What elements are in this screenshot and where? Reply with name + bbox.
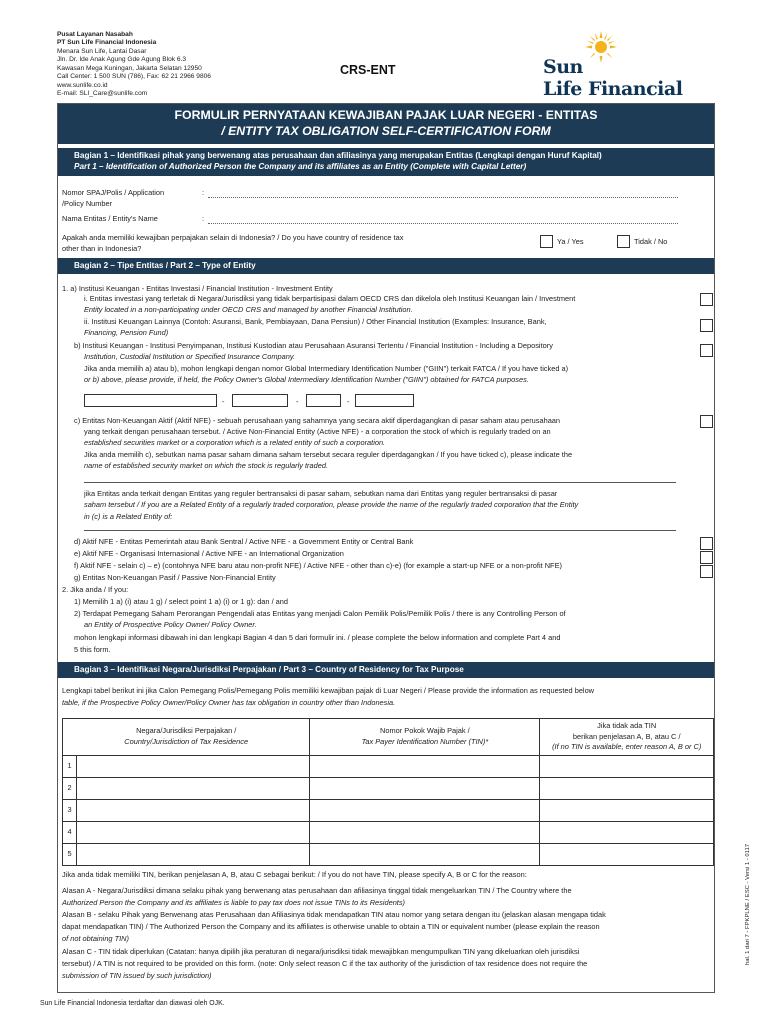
reason-c: Alasan C - TIN tidak diperlukan (Catatan: hanya dipilih jika peraturan di negara/jurisdiksi tidak mewajibkan mengumpulkan TIN yang dikeluarkan oleh jurisdiksi: [62, 947, 580, 956]
address-line: Jln. Dr. Ide Anak Agung Gde Agung Blok 6.3: [57, 56, 187, 64]
reason-cell[interactable]: [540, 800, 714, 822]
related-entity-text: saham tersebut / If you are a Related Entity of a regularly traded corporation, please provide the name of the regularly traded corporation that the Entity: [84, 500, 579, 509]
question-2-instruction: 5 this form.: [74, 645, 111, 654]
col-tin-en: Tax Payer Identification Number (TIN)*: [361, 737, 489, 746]
sun-life-logo: [540, 30, 715, 102]
page-version-note: hal. 1 dari 7 - FPKPLNE / ESC - Versi 1 - 0117: [745, 843, 751, 965]
option-1a-i-checkbox[interactable]: [700, 293, 713, 306]
question-2-item1: 1) Memilih 1 a) (i) atau 1 g) / select point 1 a) (i) or 1 g): dan / and: [74, 597, 289, 606]
option-1f: f) Aktif NFE - selain c) – e) (contohnya NFE baru atau non-profit NFE) / Active NFE - other than c)-e) (for example a start-up NFE or a non-profit NFE): [74, 561, 562, 570]
form-title-en: / ENTITY TAX OBLIGATION SELF-CERTIFICATION FORM: [221, 123, 551, 138]
colon: :: [202, 214, 205, 223]
option-1e: e) Aktif NFE - Organisasi Internasional / Active NFE - an International Organization: [74, 549, 344, 558]
address-line: Kawasan Mega Kuningan, Jakarta Selatan 12950: [57, 64, 202, 72]
policy-number-label-1: Nomor SPAJ/Polis / Application: [62, 188, 165, 197]
residence-question: [62, 233, 403, 254]
address-line: Menara Sun Life, Lantai Dasar: [57, 47, 147, 55]
no-label: Tidak / No: [634, 237, 668, 246]
no-tin-note: Jika anda tidak memiliki TIN, berikan penjelasan A, B, atau C sebagai berikut: / If you do not have TIN, please specify A, B or C for the reason:: [62, 870, 527, 879]
reason-cell[interactable]: [540, 822, 714, 844]
col-tin-id: Nomor Pokok Wajib Pajak /: [380, 726, 470, 736]
row-number: 3: [63, 800, 77, 822]
tin-cell[interactable]: [310, 822, 540, 844]
sun-icon: [584, 30, 618, 64]
policy-number-label-2: /Policy Number: [62, 198, 113, 208]
row-number: 5: [63, 844, 77, 866]
call-center: Call Center: 1 500 SUN (786), Fax: 62 21 2966 9806: [57, 73, 211, 81]
footer-text: Sun Life Financial Indonesia terdaftar dan diawasi oleh OJK.: [40, 1000, 225, 1007]
colon: :: [202, 188, 205, 197]
option-1a-i-en: Entity located in a non-participating under OECD CRS and managed by another Financial Institution.: [84, 305, 413, 314]
col-country: [63, 719, 310, 756]
part3-intro-en: table, if the Prospective Policy Owner/Policy Owner has tax obligation in country other than Indonesia.: [62, 698, 396, 707]
option-1f-checkbox[interactable]: [700, 565, 713, 578]
tin-cell[interactable]: [310, 844, 540, 866]
col-reason-3: (If no TIN is available, enter reason A, B or C): [552, 742, 702, 752]
option-1b: b) Institusi Keuangan - Institusi Penyimpanan, Institusi Kustodian atau Perusahaan Asuransi Tertentu / Financial Institution - Including a Depository: [74, 341, 553, 350]
yes-label: Ya / Yes: [557, 237, 584, 246]
reason-cell[interactable]: [540, 756, 714, 778]
policy-number-label: [62, 188, 164, 209]
part1-header-id: Bagian 1 – Identifikasi pihak yang berwenang atas perusahaan dan afiliasinya yang merupakan Entitas (Lengkapi dengan Huruf Kapital): [74, 151, 602, 160]
service-center-label: Pusat Layanan Nasabah: [57, 31, 133, 38]
reason-cell[interactable]: [540, 844, 714, 866]
giin-box-4[interactable]: [355, 394, 414, 407]
col-reason: [540, 719, 714, 756]
part2-header: Bagian 2 – Tipe Entitas / Part 2 – Type of Entity: [58, 258, 714, 274]
giin-instruction: Jika anda memilih a) atau b), mohon lengkapi dengan nomor Global Intermediary Identification Number ("GIIN") terkait FATCA / If you have ticked a): [84, 364, 569, 373]
table-header-row: [63, 719, 714, 756]
no-checkbox[interactable]: [617, 235, 630, 248]
country-cell[interactable]: [77, 778, 310, 800]
country-cell[interactable]: [77, 822, 310, 844]
giin-box-1[interactable]: [84, 394, 217, 407]
option-1a-ii: ii. Institusi Keuangan Lainnya (Contoh: Asuransi, Bank, Pembiayaan, Dana Pensiun) / Other Financial Institution (Examples: Insurance, Bank,: [84, 317, 547, 326]
question-2-instruction: mohon lengkapi informasi dibawah ini dan lengkapi Bagian 4 dan 5 dari formulir ini. / please complete the below information and complete Part 4 and: [74, 633, 561, 642]
option-1d-checkbox[interactable]: [700, 537, 713, 550]
giin-dash: -: [347, 397, 350, 406]
related-entity-field[interactable]: [84, 530, 676, 531]
entity-name-label: Nama Entitas / Entity's Name: [62, 214, 158, 223]
option-1e-checkbox[interactable]: [700, 551, 713, 564]
option-1c: c) Entitas Non-Keuangan Aktif (Aktif NFE) - sebuah perusahaan yang sahamnya yang secara aktif diperdagangkan di pasar saham atau perusahaan: [74, 416, 561, 425]
reason-c-en: tersebut) / A TIN is not required to be provided on this form. (note: Only select reason C if the tax authority of the jurisdiction of tax residence does not require the: [62, 959, 588, 968]
part1-header-en: Part 1 – Identification of Authorized Person the Company and its affiliates as an Entity (Complete with Capital Letter): [74, 162, 527, 172]
stock-market-field[interactable]: [84, 482, 676, 483]
table-row: [63, 756, 714, 778]
option-1d: d) Aktif NFE - Entitas Pemerintah atau Bank Sentral / Active NFE - a Government Entity or Central Bank: [74, 537, 414, 546]
col-reason-2: berikan penjelasan A, B, atau C /: [572, 731, 681, 741]
row-number: 1: [63, 756, 77, 778]
giin-dash: -: [296, 397, 299, 406]
form-title-id: FORMULIR PERNYATAAN KEWAJIBAN PAJAK LUAR NEGERI - ENTITAS: [174, 108, 598, 122]
option-1c-line: Jika anda memilih c), sebutkan nama pasar saham dimana saham tersebut secara reguler diperdagangkan / If you have ticked c), please indicate the: [84, 450, 573, 459]
giin-instruction-en: or b) above, please provide, if held, the Policy Owner's Global Intermediary Identification Number ("GIIN") obtained for FATCA purposes.: [84, 375, 529, 384]
yes-checkbox[interactable]: [540, 235, 553, 248]
country-cell[interactable]: [77, 800, 310, 822]
reason-b-en-2: of not obtaining TIN): [62, 934, 129, 943]
form-title: [58, 104, 714, 144]
tin-cell[interactable]: [310, 756, 540, 778]
table-row: [63, 778, 714, 800]
option-1g: g) Entitas Non-Keuangan Pasif / Passive Non-Financial Entity: [74, 573, 276, 582]
tin-cell[interactable]: [310, 800, 540, 822]
tin-table: [62, 718, 714, 866]
tin-cell[interactable]: [310, 778, 540, 800]
part1-header: [58, 148, 714, 176]
part3-intro: Lengkapi tabel berikut ini jika Calon Pemegang Polis/Pemegang Polis memiliki kewajiban pajak di Luar Negeri / Please provide the information as requested below: [62, 686, 595, 695]
giin-dash: -: [222, 397, 225, 406]
giin-box-3[interactable]: [306, 394, 341, 407]
form-code: CRS-ENT: [340, 63, 396, 77]
reason-c-en-2: submission of TIN issued by such jurisdiction): [62, 971, 212, 980]
row-number: 2: [63, 778, 77, 800]
policy-number-field[interactable]: [208, 190, 678, 198]
reason-b-en: dapat mendapatkan TIN) / The Authorized Person the Company and its affiliates is otherwise unable to obtain a TIN or equivalent number (please explain the reason: [62, 922, 600, 931]
option-1c-line: name of established security market on which the stock is regularly traded.: [84, 461, 329, 470]
website: www.sunlife.co.id: [57, 81, 108, 89]
reason-a-en: Authorized Person the Company and its affiliates is liable to pay tax does not issue TINs to its Residents): [62, 898, 406, 907]
option-1a-ii-en: Financing, Pension Fund): [84, 328, 169, 337]
option-1a-ii-checkbox[interactable]: [700, 319, 713, 332]
table-row: [63, 800, 714, 822]
residence-question-1: Apakah anda memiliki kewajiban perpajakan selain di Indonesia? / Do you have country of residence tax: [62, 233, 404, 242]
logo-text: Sun: [543, 56, 583, 78]
option-1c-checkbox[interactable]: [700, 415, 713, 428]
country-cell[interactable]: [77, 756, 310, 778]
row-number: 4: [63, 822, 77, 844]
related-entity-text: jika Entitas anda terkait dengan Entitas yang reguler bertransaksi di pasar saham, sebutkan nama dari Entitas yang reguler bertransaksi di pasar: [84, 489, 558, 498]
reason-a: Alasan A - Negara/Jurisdiksi dimana selaku pihak yang berwenang atas perusahaan dan afiliasinya tinggal tidak mengeluarkan TIN / The Country where the: [62, 886, 572, 895]
table-row: [63, 844, 714, 866]
option-1a-i: i. Entitas investasi yang terletak di Negara/Jurisdiksi yang tidak berpartisipasi dalam OECD CRS dan dikelola oleh Institusi Keuangan lain / Investment: [84, 294, 576, 303]
option-1a: 1. a) Institusi Keuangan - Entitas Investasi / Financial Institution - Investment Entity: [62, 284, 333, 293]
option-1b-en: Institution, Custodial Institution or Specified Insurance Company.: [84, 352, 296, 361]
email: E-mail: SLI_Care@sunlife.com: [57, 90, 148, 98]
related-entity-text: in (c) is a Related Entity of:: [84, 512, 173, 521]
option-1b-checkbox[interactable]: [700, 344, 713, 357]
reason-b: Alasan B - selaku Pihak yang Berwenang atas Perusahaan dan Afiliasinya tidak mendapatkan TIN atau nomor yang setara dengan itu (jelaskan alasan mengapa tidak: [62, 910, 606, 919]
country-cell[interactable]: [77, 844, 310, 866]
company-address-block: [57, 31, 297, 99]
question-2: 2. Jika anda / If you:: [62, 585, 129, 594]
option-1c-line: yang terkait dengan perusahaan tersebut. / Active Non-Financial Entity (Active NFE) - a corporation the stock of which is regularly traded on an: [84, 427, 551, 436]
col-tin: [310, 719, 540, 756]
logo-text: Life Financial: [543, 78, 683, 100]
part3-header: Bagian 3 – Identifikasi Negara/Jurisdiksi Perpajakan / Part 3 – Country of Residency for Tax Purpose: [58, 662, 714, 678]
entity-name-field[interactable]: [208, 216, 678, 224]
company-name: PT Sun Life Financial Indonesia: [57, 39, 157, 47]
question-2-item2-en: an Entity of Prospective Policy Owner/ Policy Owner.: [84, 620, 257, 629]
giin-box-2[interactable]: [232, 394, 288, 407]
col-country-id: Negara/Jurisdiksi Perpajakan /: [136, 726, 237, 736]
residence-question-2: other than in Indonesia?: [62, 243, 142, 253]
col-reason-1: Jika tidak ada TIN: [597, 720, 657, 730]
reason-cell[interactable]: [540, 778, 714, 800]
option-1c-line: established securities market or a corporation which is a related entity of such a corporation.: [84, 438, 386, 447]
col-country-en: Country/Jurisdiction of Tax Residence: [124, 737, 249, 746]
question-2-item2: 2) Terdapat Pemegang Saham Perorangan Pengendali atas Entitas yang menjadi Calon Pemilik Polis/Pemilik Polis / there is any Controlling Person of: [74, 609, 566, 618]
table-row: [63, 822, 714, 844]
